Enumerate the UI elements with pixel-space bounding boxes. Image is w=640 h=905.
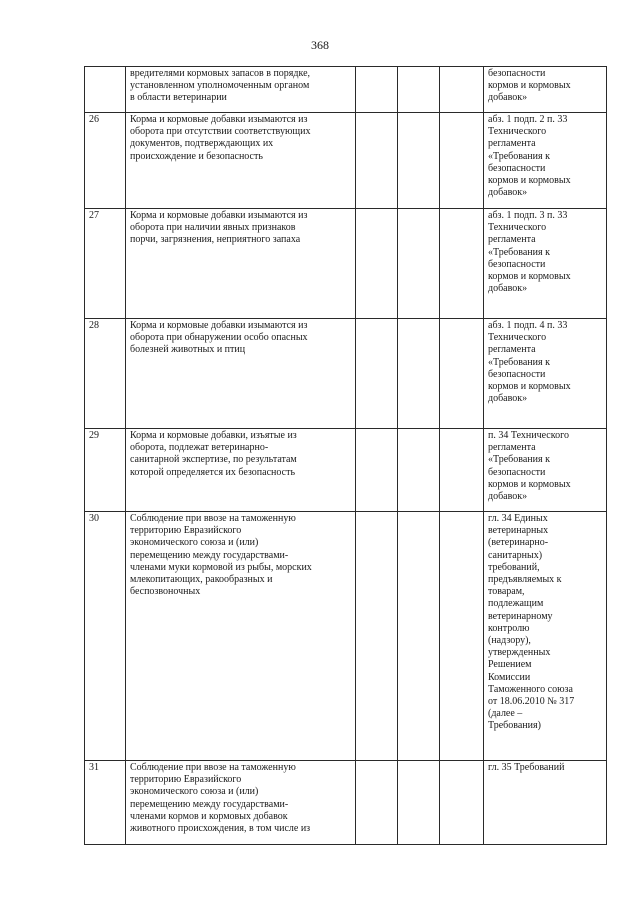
row-number-cell: 26 (85, 113, 126, 209)
table-row (85, 319, 607, 429)
empty-cell (440, 429, 484, 512)
empty-cell (356, 67, 398, 113)
requirement-cell: вредителями кормовых запасов в порядке, установленном уполномоченным органом в области ветеринарии (126, 67, 356, 113)
reference-cell: безопасности кормов и кормовых добавок» (484, 67, 607, 113)
row-number-cell: 27 (85, 209, 126, 319)
requirement-cell: Корма и кормовые добавки, изъятые из оборота, подлежат ветеринарно- санитарной экспертизе, по результатам которой определяется их безопасность (126, 429, 356, 512)
empty-cell (440, 761, 484, 845)
reference-cell: гл. 35 Требований (484, 761, 607, 845)
table-row (85, 512, 607, 761)
empty-cell (440, 113, 484, 209)
reference-cell: гл. 34 Единых ветеринарных (ветеринарно- санитарных) требований, предъявляемых к товарам, подлежащим ветеринарному контролю (надзору), утвержденных Решением Комиссии Таможенного союза от 18.06.2010 № 317 (далее – Требования) (484, 512, 607, 761)
table-row (85, 761, 607, 845)
empty-cell (356, 512, 398, 761)
row-number-cell: 31 (85, 761, 126, 845)
requirement-cell: Корма и кормовые добавки изымаются из оборота при наличии явных признаков порчи, загрязнения, неприятного запаха (126, 209, 356, 319)
empty-cell (398, 512, 440, 761)
reference-cell: абз. 1 подп. 4 п. 33 Технического регламента «Требования к безопасности кормов и кормовых добавок» (484, 319, 607, 429)
empty-cell (356, 761, 398, 845)
empty-cell (398, 429, 440, 512)
table-row (85, 113, 607, 209)
table-row (85, 209, 607, 319)
empty-cell (440, 512, 484, 761)
empty-cell (440, 209, 484, 319)
requirements-table (84, 66, 607, 845)
row-number-cell: 29 (85, 429, 126, 512)
empty-cell (356, 319, 398, 429)
row-number-cell: 30 (85, 512, 126, 761)
table-row (85, 429, 607, 512)
empty-cell (356, 209, 398, 319)
empty-cell (398, 113, 440, 209)
empty-cell (356, 113, 398, 209)
row-number-cell: 28 (85, 319, 126, 429)
empty-cell (398, 761, 440, 845)
requirement-cell: Корма и кормовые добавки изымаются из оборота при отсутствии соответствующих документов, подтверждающих их происхождение и безопасность (126, 113, 356, 209)
empty-cell (398, 209, 440, 319)
reference-cell: абз. 1 подп. 3 п. 33 Технического регламента «Требования к безопасности кормов и кормовых добавок» (484, 209, 607, 319)
empty-cell (356, 429, 398, 512)
row-number-cell (85, 67, 126, 113)
table-row (85, 67, 607, 113)
empty-cell (398, 67, 440, 113)
reference-cell: абз. 1 подп. 2 п. 33 Технического регламента «Требования к безопасности кормов и кормовых добавок» (484, 113, 607, 209)
empty-cell (440, 319, 484, 429)
reference-cell: п. 34 Технического регламента «Требования к безопасности кормов и кормовых добавок» (484, 429, 607, 512)
requirement-cell: Соблюдение при ввозе на таможенную территорию Евразийского экономического союза и (или) перемещению между государствами- членами кормов и кормовых добавок животного происхождения, в том числе из (126, 761, 356, 845)
requirement-cell: Корма и кормовые добавки изымаются из оборота при обнаружении особо опасных болезней животных и птиц (126, 319, 356, 429)
requirement-cell: Соблюдение при ввозе на таможенную территорию Евразийского экономического союза и (или) перемещению между государствами- членами муки кормовой из рыбы, морских млекопитающих, ракообразных и беспозвоночных (126, 512, 356, 761)
page-number: 368 (311, 38, 329, 52)
empty-cell (398, 319, 440, 429)
empty-cell (440, 67, 484, 113)
